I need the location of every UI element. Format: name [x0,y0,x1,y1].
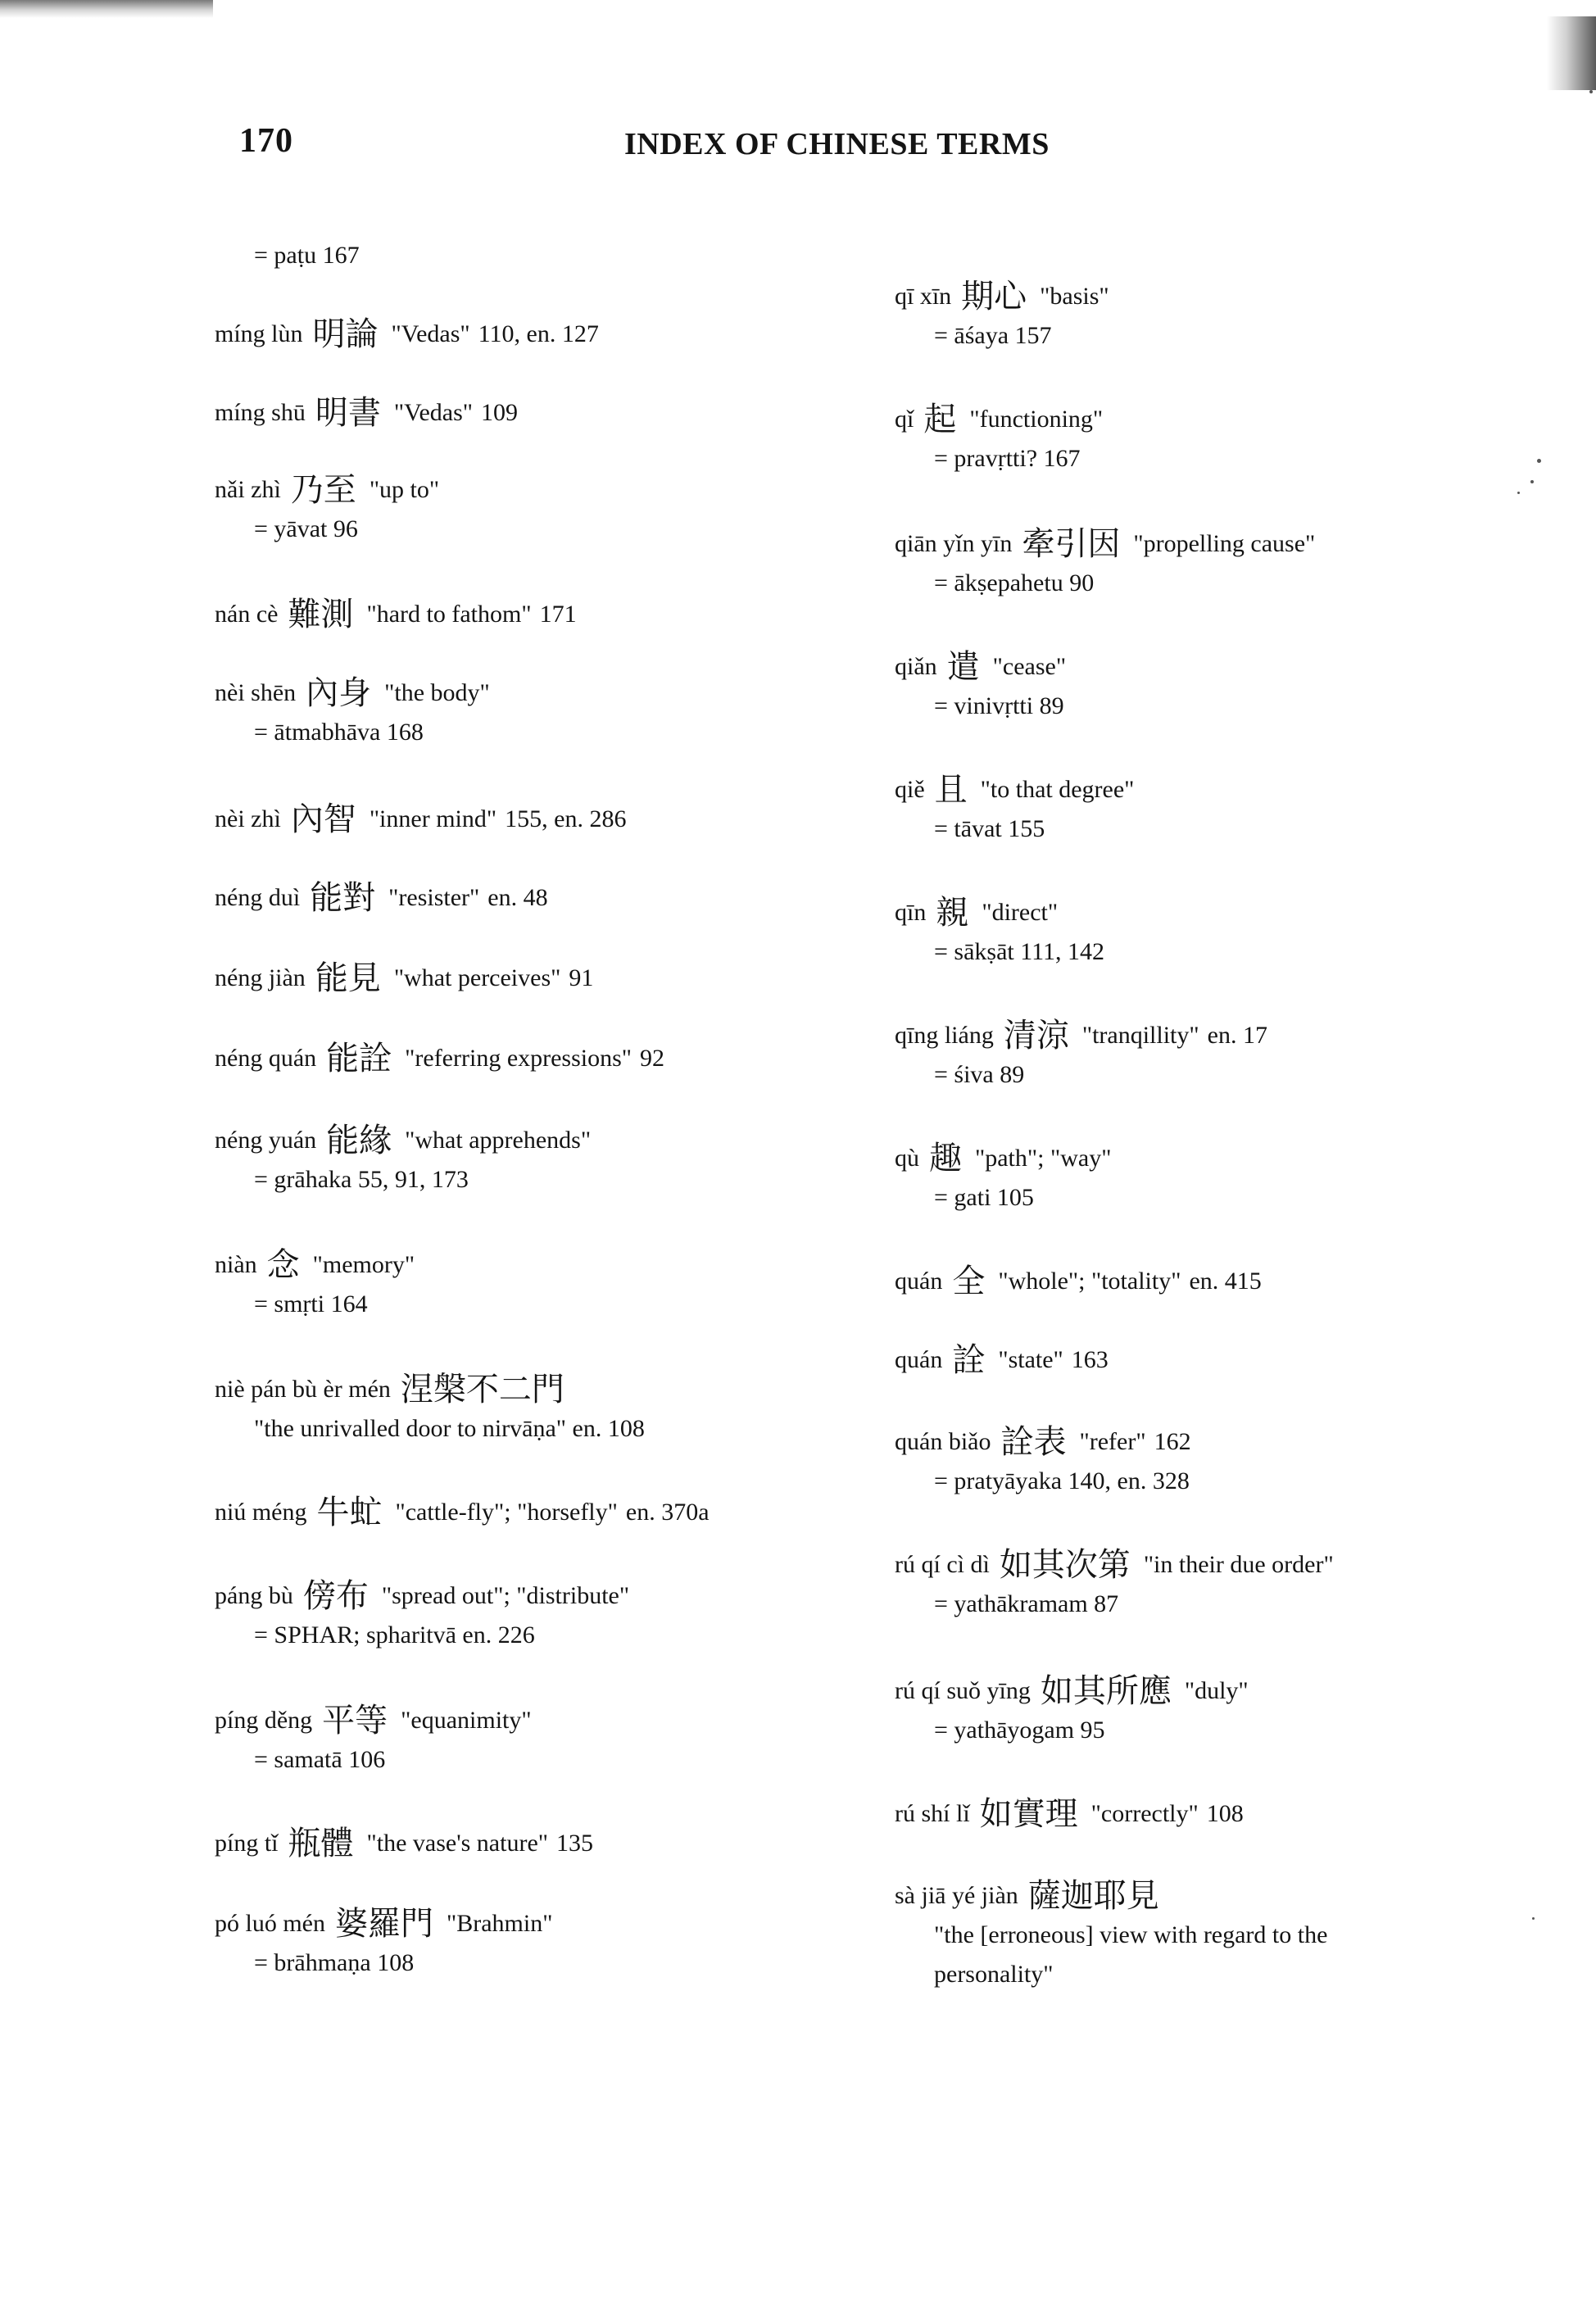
entry-reference: en. 415 [1189,1268,1262,1295]
entry-hanzi: 如實理 [979,1795,1078,1833]
entry-equivalent: = grāhaka 55, 91, 173 [254,1166,469,1193]
entry-reference: 109 [481,399,518,426]
entry-gloss: "equanimity" [401,1707,532,1734]
index-entry [895,770,1485,849]
entry-gloss: "what perceives" [393,964,561,991]
entry-hanzi: 念 [266,1246,300,1284]
entry-headword-line [215,959,870,998]
scan-shadow-top-right [1547,16,1596,90]
entry-pinyin: pó luó mén [215,1910,325,1937]
entry-headword-line [215,470,870,510]
entry-equivalent: = gati 105 [934,1184,1034,1211]
entry-headword-line [215,1576,870,1616]
entry-hanzi: 起 [923,401,957,438]
index-entry [215,1121,870,1200]
entry-headword-line [895,1262,1485,1301]
entry-hanzi: 難測 [288,596,354,633]
entry-pinyin: qī xīn [895,283,952,310]
entry-hanzi: 能詮 [326,1040,392,1077]
entry-reference: 135 [556,1830,593,1857]
entry-gloss: "resister" [388,884,480,911]
scan-speck [1537,459,1541,463]
entry-equivalent: = ākṣepahetu 90 [934,569,1095,596]
running-head: INDEX OF CHINESE TERMS [624,127,1050,161]
entry-headword-line [895,1545,1485,1585]
entry-reference: 163 [1071,1346,1109,1373]
entry-equivalent: = smṛti 164 [254,1290,368,1317]
entry-equivalent: = āśaya 157 [934,322,1052,349]
index-entry [895,1545,1485,1624]
entry-pinyin: rú qí suǒ yīng [895,1677,1031,1704]
index-entry [215,800,870,839]
index-entry [895,893,1485,972]
entry-pinyin: nèi zhì [215,805,281,832]
entry-hanzi: 清涼 [1003,1017,1069,1054]
entry-equivalent: "the unrivalled door to nirvāṇa" en. 108 [254,1415,645,1442]
entry-reference: 171 [539,601,577,628]
entry-continuation: personality" [934,1961,1054,1988]
entry-headword-line [895,524,1485,564]
scan-shadow-top-left [0,0,213,18]
entry-headword-line [215,1370,870,1409]
index-entry [895,524,1485,603]
entry-headword-line [215,1701,870,1740]
entry-pinyin: qīng liáng [895,1022,994,1049]
index-entry [895,1671,1485,1750]
entry-headword-line [895,1794,1485,1834]
index-entry [215,1039,870,1078]
index-entry [215,959,870,998]
page-number: 170 [239,122,293,160]
entry-hanzi: 瓶體 [288,1825,354,1862]
entry-headword-line [215,1121,870,1160]
index-entry [215,236,870,275]
entry-equivalent: = sākṣāt 111, 142 [934,938,1105,965]
entry-hanzi: 乃至 [290,471,356,509]
entry-hanzi: 詮表 [1000,1423,1067,1461]
index-entry [895,647,1485,726]
entry-headword-line [215,393,870,433]
entry-equivalent: = SPHAR; spharitvā en. 226 [254,1621,535,1649]
entry-equivalent: = yathāyogam 95 [934,1717,1105,1744]
entry-pinyin: niè pán bù èr mén [215,1376,391,1403]
entry-equivalent: = brāhmaṇa 108 [254,1949,415,1976]
entry-hanzi: 薩迦耶見 [1027,1877,1159,1915]
entry-gloss: "functioning" [969,406,1104,433]
index-entry [895,1340,1485,1380]
entry-pinyin: míng shū [215,399,306,426]
entry-gloss: "what apprehends" [405,1127,592,1154]
entry-gloss: "up to" [369,476,440,503]
index-entry [895,400,1485,478]
entry-pinyin: qiǎn [895,653,937,680]
entry-gloss: "referring expressions" [405,1045,633,1072]
entry-hanzi: 親 [936,894,969,932]
entry-pinyin: néng duì [215,884,301,911]
entry-headword-line [895,1422,1485,1462]
index-entry [895,1794,1485,1834]
entry-hanzi: 能對 [310,879,376,917]
index-entry [215,1824,870,1863]
entry-headword-line [895,1016,1485,1055]
entry-hanzi: 遣 [946,648,980,686]
entry-headword-line [895,1340,1485,1380]
entry-hanzi: 明書 [315,394,381,432]
entry-headword-line [215,673,870,713]
entry-hanzi: 趣 [929,1140,962,1177]
entry-gloss: "memory" [312,1251,415,1278]
entry-headword-line [215,1493,870,1532]
index-entry [895,1139,1485,1218]
entry-equivalent: = pravṛtti? 167 [934,445,1081,472]
entry-gloss: "Brahmin" [447,1910,553,1937]
entry-pinyin: quán [895,1346,943,1373]
entry-pinyin: quán [895,1268,943,1295]
entry-pinyin: píng tǐ [215,1830,279,1857]
index-entry [215,1493,870,1532]
entry-gloss: "hard to fathom" [366,601,532,628]
entry-gloss: "the body" [384,679,490,706]
entry-headword-line [895,400,1485,439]
entry-headword-line [895,1876,1485,1916]
entry-equivalent: "the [erroneous] view with regard to the [934,1921,1328,1948]
entry-pinyin: nǎi zhì [215,476,281,503]
index-entry [895,1876,1485,1994]
entry-headword-line [215,878,870,918]
index-entry [215,393,870,433]
entry-pinyin: nán cè [215,601,279,628]
entry-headword-line [895,647,1485,687]
entry-hanzi: 能見 [315,959,381,997]
entry-reference: 162 [1154,1428,1191,1455]
entry-headword-line [895,770,1485,810]
entry-equivalent: = tāvat 155 [934,815,1045,842]
scan-speck [1530,480,1534,483]
entry-gloss: "direct" [982,899,1059,926]
entry-hanzi: 且 [934,771,968,809]
entry-hanzi: 內智 [290,800,356,838]
entry-hanzi: 如其次第 [999,1546,1131,1584]
entry-reference: 155, en. 286 [505,805,627,832]
entry-headword-line [215,595,870,634]
entry-headword-line [215,1245,870,1285]
entry-reference: en. 48 [487,884,548,911]
entry-gloss: "cattle-fly"; "horsefly" [395,1499,618,1526]
entry-pinyin: sà jiā yé jiàn [895,1882,1018,1909]
entry-equivalent: = pratyāyaka 140, en. 328 [934,1467,1190,1494]
entry-headword-line [895,1139,1485,1178]
entry-hanzi: 全 [952,1263,986,1300]
entry-headword-line [895,1671,1485,1711]
entry-hanzi: 能緣 [326,1122,392,1159]
entry-gloss: "propelling cause" [1133,530,1316,557]
entry-headword-line [215,1904,870,1943]
entry-equivalent: = paṭu 167 [254,242,360,269]
entry-headword-line [895,893,1485,932]
entry-hanzi: 平等 [322,1702,388,1739]
entry-hanzi: 婆羅門 [335,1905,433,1943]
entry-pinyin: néng yuán [215,1127,317,1154]
entry-pinyin: quán biǎo [895,1428,991,1455]
entry-gloss: "duly" [1184,1677,1249,1704]
entry-hanzi: 牛虻 [316,1494,383,1531]
entry-hanzi: 傍布 [302,1577,369,1615]
index-entry [215,1904,870,1983]
entry-gloss: "cease" [992,653,1067,680]
entry-pinyin: páng bù [215,1582,293,1609]
index-entry [215,673,870,752]
entry-headword-line [215,800,870,839]
entry-pinyin: qù [895,1145,919,1172]
entry-reference: en. 370a [625,1499,710,1526]
scan-speck [1517,492,1520,494]
entry-pinyin: néng quán [215,1045,317,1072]
entry-hanzi: 期心 [961,278,1027,315]
entry-headword-line [215,1039,870,1078]
entry-pinyin: nèi shēn [215,679,297,706]
entry-hanzi: 牽引因 [1022,525,1121,563]
entry-pinyin: qiān yǐn yīn [895,530,1013,557]
entry-pinyin: néng jiàn [215,964,306,991]
entry-gloss: "tranqillity" [1081,1022,1199,1049]
entry-equivalent: = ātmabhāva 168 [254,719,424,746]
entry-gloss: "whole"; "totality" [998,1268,1181,1295]
entry-hanzi: 詮 [952,1341,986,1379]
index-entry [895,1262,1485,1301]
entry-gloss: "basis" [1040,283,1109,310]
entry-gloss: "spread out"; "distribute" [381,1582,630,1609]
entry-hanzi: 明論 [312,315,379,353]
entry-reference: 108 [1206,1800,1244,1827]
entry-gloss: "Vedas" [393,399,473,426]
entry-equivalent: = yāvat 96 [254,515,358,542]
entry-hanzi: 涅槃不二門 [400,1371,564,1408]
index-entry [215,1701,870,1780]
index-entry [215,470,870,549]
index-entry [895,277,1485,356]
entry-headword-line [215,1824,870,1863]
entry-gloss: "to that degree" [980,776,1135,803]
entry-pinyin: niàn [215,1251,257,1278]
entry-hanzi: 內身 [306,674,372,712]
entry-equivalent: = yathākramam 87 [934,1590,1119,1617]
index-entry [215,1576,870,1655]
index-entry [895,1422,1485,1501]
entry-pinyin: míng lùn [215,320,303,347]
entry-gloss: "correctly" [1090,1800,1199,1827]
entry-reference: 92 [640,1045,665,1072]
entry-gloss: "inner mind" [369,805,497,832]
entry-equivalent: = vinivṛtti 89 [934,692,1064,719]
entry-reference: 91 [569,964,594,991]
entry-pinyin: rú shí lǐ [895,1800,970,1827]
entry-gloss: "path"; "way" [975,1145,1112,1172]
entry-pinyin: qǐ [895,406,914,433]
entry-headword-line [215,315,870,354]
entry-gloss: "the vase's nature" [366,1830,548,1857]
entry-pinyin: qīn [895,899,927,926]
entry-pinyin: píng děng [215,1707,313,1734]
entry-pinyin: rú qí cì dì [895,1551,990,1578]
entry-gloss: "state" [998,1346,1063,1373]
entry-pinyin: qiě [895,776,925,803]
entry-pinyin: niú méng [215,1499,307,1526]
entry-hanzi: 如其所應 [1040,1672,1172,1710]
index-entry [215,878,870,918]
entry-equivalent: = śiva 89 [934,1061,1025,1088]
index-entry [215,1245,870,1324]
index-entry [215,1370,870,1449]
entry-gloss: "refer" [1079,1428,1146,1455]
index-entry [895,1016,1485,1095]
index-entry [215,595,870,634]
entry-equivalent: = samatā 106 [254,1746,386,1773]
scan-speck [1589,90,1593,93]
entry-reference: 110, en. 127 [478,320,599,347]
scan-speck [1532,1917,1535,1920]
index-entry [215,315,870,354]
entry-gloss: "Vedas" [391,320,470,347]
entry-reference: en. 17 [1207,1022,1267,1049]
entry-headword-line [895,277,1485,316]
entry-gloss: "in their due order" [1143,1551,1334,1578]
